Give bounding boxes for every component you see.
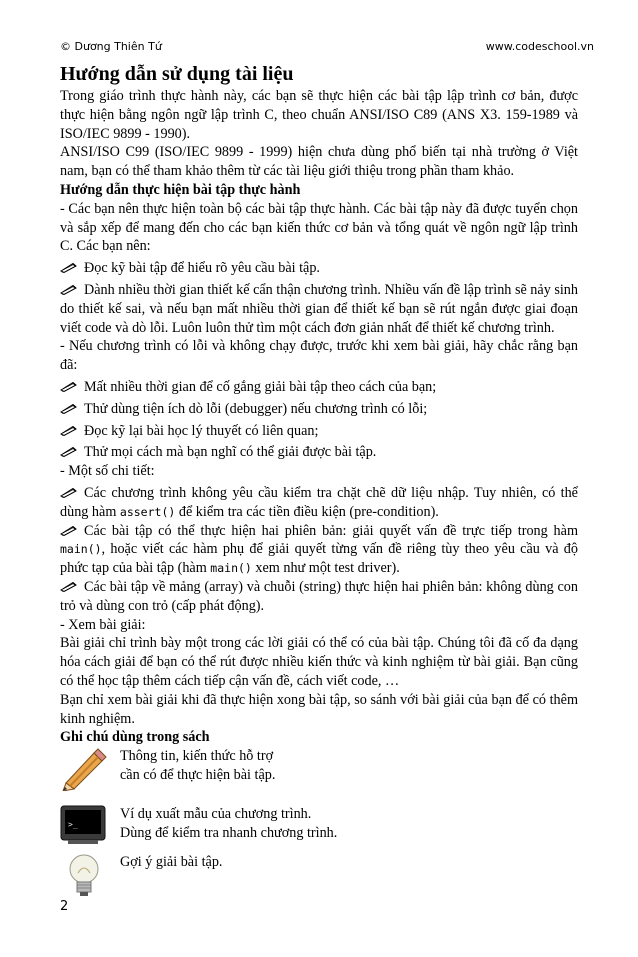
pen-bullet-icon — [60, 424, 78, 436]
note-line: Gợi ý giải bài tập. — [120, 854, 223, 871]
pen-bullet-icon — [60, 261, 78, 273]
pen-bullet-icon — [60, 580, 78, 592]
code-snippet: main() — [60, 542, 102, 557]
note-line: Thông tin, kiến thức hỗ trợ — [120, 748, 274, 765]
bullet-text: Mất nhiều thời gian để cố gắng giải bài tập theo cách của bạn; — [84, 378, 437, 395]
bullet-item — [60, 400, 578, 419]
bullet-text: Đọc kỹ lại bài học lý thuyết có liên quan; — [84, 422, 319, 439]
svg-text:>_: >_ — [68, 820, 78, 830]
pen-bullet-icon — [60, 486, 78, 498]
intro-paragraph: ANSI/ISO C99 (ISO/IEC 9899 - 1999) hiện chưa dùng phổ biến tại nhà trường ở Việt nam, bạn có thể tham khảo thêm từ các tài liệu giới thiệu trong phần tham khảo. — [60, 144, 578, 180]
pen-bullet-icon — [60, 283, 78, 295]
pen-bullet-icon — [60, 445, 78, 457]
pen-bullet-icon — [60, 402, 78, 414]
bullet-text: Thử mọi cách mà bạn nghĩ có thể giải được bài tập. — [84, 444, 377, 461]
bullet-item — [60, 259, 578, 278]
solution-paragraph: Bạn chỉ xem bài giải khi đã thực hiện xong bài tập, so sánh với bài giải của bạn để có thêm kinh nghiệm. — [60, 691, 578, 727]
bullet-item — [60, 443, 578, 462]
page-number: 2 — [60, 899, 69, 914]
bullet-item: Các chương trình không yêu cầu kiểm tra chặt chẽ dữ liệu nhập. Tuy nhiên, có thể dùng hàm assert() để kiểm tra các tiền điều kiện (pre-condition). — [60, 484, 578, 520]
lead-paragraph: - Nếu chương trình có lỗi và không chạy được, trước khi xem bài giải, hãy chắc rằng bạn đã: — [60, 338, 578, 374]
bullet-text: Đọc kỹ bài tập để hiểu rõ yêu cầu bài tập. — [84, 260, 320, 277]
lightbulb-icon — [64, 853, 104, 899]
document-body — [60, 61, 578, 901]
header-website: www.codeschool.vn — [485, 40, 594, 53]
pen-bullet-icon — [60, 380, 78, 392]
note-line: Dùng để kiểm tra nhanh chương trình. — [120, 824, 338, 841]
bullet-item — [60, 578, 578, 616]
note-item — [60, 747, 578, 805]
code-snippet: main() — [210, 561, 252, 576]
note-item — [60, 853, 578, 901]
intro-paragraph: Trong giáo trình thực hành này, các bạn sẽ thực hiện các bài tập lập trình cơ bản, được thực hiện bằng ngôn ngữ lập trình C, theo chuẩn ANSI/ISO C89 (ANS X3. 159-1989 và ISO/IEC 9899 - 1990). — [60, 88, 578, 142]
bullet-text: Dành nhiều thời gian thiết kế cẩn thận chương trình. Nhiều vấn đề lập trình sẽ nảy sinh do thiết kế sai, và nếu bạn mất nhiều thời gian để thiết kế bạn sẽ rút ngắn được giai đoạn viết code và dò lỗi. Luôn luôn thử tìm một cách đơn giản nhất để thiết kế chương trình. — [60, 281, 578, 336]
bullet-text: Thử dùng tiện ích dò lỗi (debugger) nếu chương trình có lỗi; — [84, 400, 428, 417]
bullet-item: Các bài tập có thể thực hiện hai phiên bản: giải quyết vấn đề trực tiếp trong hàm main(), hoặc viết các hàm phụ để giải quyết từng vấn đề riêng tùy theo yêu cầu và độ phức tạp của bài tập (hàm main() xem như một test driver). — [60, 522, 578, 577]
pen-bullet-icon — [60, 524, 78, 536]
page-title: Hướng dẫn sử dụng tài liệu — [60, 63, 294, 85]
header-author: © Dương Thiên Tứ — [60, 40, 162, 53]
notes-heading: Ghi chú dùng trong sách — [60, 729, 210, 746]
lead-paragraph: - Xem bài giải: — [60, 616, 146, 633]
terminal-icon — [60, 805, 106, 845]
lead-paragraph: - Một số chi tiết: — [60, 463, 155, 480]
lead-paragraph: - Các bạn nên thực hiện toàn bộ các bài tập thực hành. Các bài tập này đã được tuyển chọn và sắp xếp để mang đến cho các bạn kiến thức cơ bản và tổng quát về ngôn ngữ lập trình C. Các bạn nên: — [60, 200, 578, 255]
note-item — [60, 805, 578, 853]
bullet-item — [60, 378, 578, 397]
bullet-item — [60, 422, 578, 441]
note-line: Ví dụ xuất mẫu của chương trình. — [120, 806, 312, 823]
section-heading: Hướng dẫn thực hiện bài tập thực hành — [60, 181, 301, 198]
code-snippet: assert() — [119, 504, 176, 519]
note-line: cần có để thực hiện bài tập. — [120, 766, 276, 783]
pencil-icon — [60, 747, 108, 791]
bullet-item — [60, 281, 578, 337]
solution-paragraph: Bài giải chỉ trình bày một trong các lời giải có thể có của bài tập. Chúng tôi đã cố đa dạng hóa cách giải để bạn có thể rút được nhiều kiến thức và kinh nghiệm từ bài giải. Bạn cũng có thể học tập thêm cách tiếp cận vấn đề, cách viết code, … — [60, 635, 578, 689]
bullet-text: Các bài tập về mảng (array) và chuỗi (string) thực hiện hai phiên bản: không dùng con trỏ và dùng con trỏ (cấp phát động). — [60, 578, 578, 614]
